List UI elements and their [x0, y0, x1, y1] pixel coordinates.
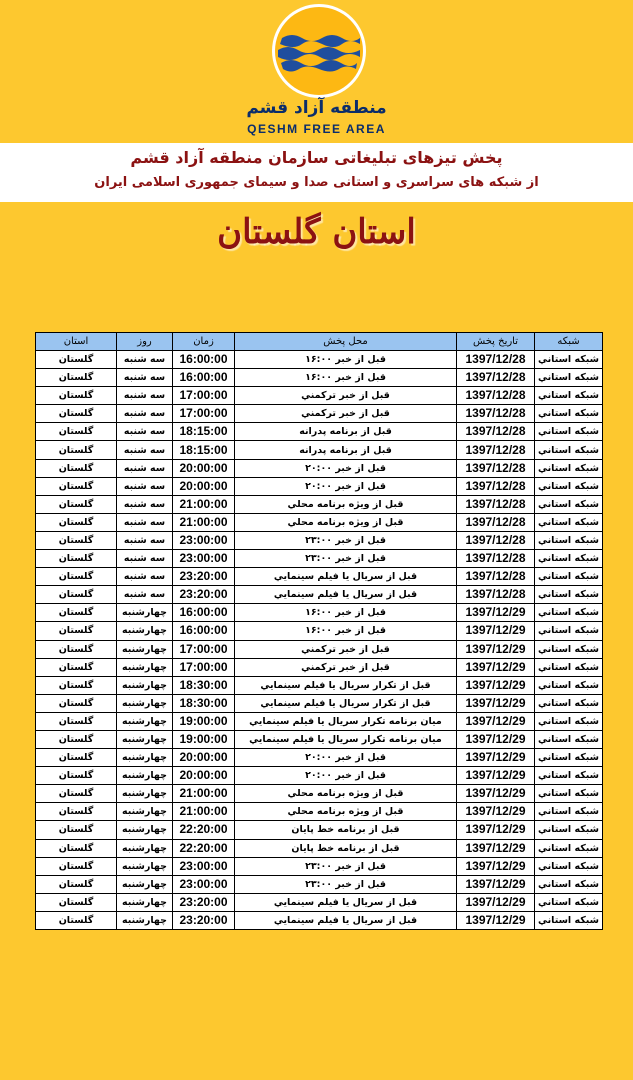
cell-time: 19:00:00 — [173, 712, 235, 730]
cell-network: شبکه استاني — [535, 351, 603, 369]
cell-network: شبکه استاني — [535, 441, 603, 459]
cell-place: قبل از برنامه پدرانه — [235, 441, 457, 459]
cell-time: 20:00:00 — [173, 459, 235, 477]
cell-date: 1397/12/28 — [457, 531, 535, 549]
cell-date: 1397/12/29 — [457, 694, 535, 712]
cell-network: شبکه استاني — [535, 676, 603, 694]
cell-day: چهارشنبه — [117, 730, 173, 748]
cell-network: شبکه استاني — [535, 405, 603, 423]
cell-time: 18:30:00 — [173, 694, 235, 712]
cell-time: 17:00:00 — [173, 387, 235, 405]
cell-time: 23:00:00 — [173, 531, 235, 549]
cell-network: شبکه استاني — [535, 875, 603, 893]
cell-date: 1397/12/29 — [457, 730, 535, 748]
cell-network: شبکه استاني — [535, 658, 603, 676]
cell-date: 1397/12/29 — [457, 785, 535, 803]
cell-time: 16:00:00 — [173, 351, 235, 369]
cell-place: قبل از خبر ترکمني — [235, 405, 457, 423]
cell-place: قبل از خبر ۲۳:۰۰ — [235, 875, 457, 893]
table-row — [36, 875, 603, 893]
cell-place: قبل از خبر ۲۰:۰۰ — [235, 459, 457, 477]
cell-day: چهارشنبه — [117, 749, 173, 767]
cell-place: قبل از برنامه خط پايان — [235, 821, 457, 839]
table-row — [36, 785, 603, 803]
cell-province: گلستان — [36, 893, 117, 911]
cell-time: 18:30:00 — [173, 676, 235, 694]
cell-network: شبکه استاني — [535, 495, 603, 513]
cell-day: سه شنبه — [117, 459, 173, 477]
cell-province: گلستان — [36, 749, 117, 767]
cell-province: گلستان — [36, 423, 117, 441]
cell-date: 1397/12/29 — [457, 875, 535, 893]
cell-place: قبل از ويژه برنامه محلي — [235, 803, 457, 821]
cell-place: قبل از خبر ۱۶:۰۰ — [235, 351, 457, 369]
cell-time: 21:00:00 — [173, 803, 235, 821]
cell-place: قبل از ويژه برنامه محلي — [235, 785, 457, 803]
cell-network: شبکه استاني — [535, 785, 603, 803]
table-row — [36, 441, 603, 459]
qeshm-logo-icon — [272, 4, 366, 98]
cell-date: 1397/12/29 — [457, 749, 535, 767]
cell-province: گلستان — [36, 785, 117, 803]
cell-day: سه شنبه — [117, 513, 173, 531]
table-row — [36, 767, 603, 785]
cell-place: قبل از خبر ترکمني — [235, 640, 457, 658]
cell-day: سه شنبه — [117, 423, 173, 441]
cell-date: 1397/12/29 — [457, 604, 535, 622]
cell-date: 1397/12/29 — [457, 893, 535, 911]
cell-province: گلستان — [36, 911, 117, 929]
cell-province: گلستان — [36, 495, 117, 513]
cell-time: 16:00:00 — [173, 622, 235, 640]
header-banner — [0, 143, 633, 202]
cell-place: قبل از تکرار سريال يا فيلم سينمايي — [235, 694, 457, 712]
cell-place: قبل از ويژه برنامه محلي — [235, 513, 457, 531]
table-row — [36, 893, 603, 911]
cell-day: چهارشنبه — [117, 803, 173, 821]
col-header-day: روز — [117, 333, 173, 351]
cell-day: چهارشنبه — [117, 785, 173, 803]
table-row — [36, 459, 603, 477]
table-row — [36, 839, 603, 857]
cell-place: قبل از سريال يا فيلم سينمايي — [235, 893, 457, 911]
cell-date: 1397/12/28 — [457, 459, 535, 477]
cell-network: شبکه استاني — [535, 622, 603, 640]
table-row — [36, 513, 603, 531]
cell-province: گلستان — [36, 640, 117, 658]
cell-date: 1397/12/29 — [457, 803, 535, 821]
cell-network: شبکه استاني — [535, 803, 603, 821]
cell-province: گلستان — [36, 459, 117, 477]
cell-province: گلستان — [36, 387, 117, 405]
schedule-table — [35, 332, 603, 930]
cell-province: گلستان — [36, 821, 117, 839]
cell-date: 1397/12/29 — [457, 911, 535, 929]
cell-province: گلستان — [36, 351, 117, 369]
cell-province: گلستان — [36, 676, 117, 694]
table-row — [36, 911, 603, 929]
cell-date: 1397/12/29 — [457, 857, 535, 875]
table-row — [36, 531, 603, 549]
cell-province: گلستان — [36, 803, 117, 821]
cell-day: چهارشنبه — [117, 712, 173, 730]
table-row — [36, 369, 603, 387]
table-header-row — [36, 333, 603, 351]
table-row — [36, 749, 603, 767]
cell-province: گلستان — [36, 441, 117, 459]
cell-time: 20:00:00 — [173, 767, 235, 785]
cell-place: قبل از خبر ۲۳:۰۰ — [235, 531, 457, 549]
col-header-date: تاریخ پخش — [457, 333, 535, 351]
col-header-time: زمان — [173, 333, 235, 351]
cell-network: شبکه استاني — [535, 911, 603, 929]
cell-network: شبکه استاني — [535, 423, 603, 441]
cell-date: 1397/12/29 — [457, 676, 535, 694]
cell-day: چهارشنبه — [117, 839, 173, 857]
cell-date: 1397/12/29 — [457, 712, 535, 730]
cell-network: شبکه استاني — [535, 459, 603, 477]
col-header-network: شبکه — [535, 333, 603, 351]
cell-day: چهارشنبه — [117, 893, 173, 911]
cell-province: گلستان — [36, 857, 117, 875]
cell-date: 1397/12/28 — [457, 387, 535, 405]
cell-day: چهارشنبه — [117, 821, 173, 839]
table-row — [36, 640, 603, 658]
cell-place: قبل از برنامه پدرانه — [235, 423, 457, 441]
table-row — [36, 712, 603, 730]
cell-day: سه شنبه — [117, 568, 173, 586]
cell-province: گلستان — [36, 875, 117, 893]
cell-time: 23:20:00 — [173, 911, 235, 929]
cell-province: گلستان — [36, 369, 117, 387]
cell-place: قبل از خبر ۲۳:۰۰ — [235, 550, 457, 568]
cell-day: چهارشنبه — [117, 767, 173, 785]
cell-province: گلستان — [36, 622, 117, 640]
cell-time: 22:20:00 — [173, 821, 235, 839]
cell-time: 17:00:00 — [173, 658, 235, 676]
cell-network: شبکه استاني — [535, 513, 603, 531]
cell-network: شبکه استاني — [535, 694, 603, 712]
cell-day: چهارشنبه — [117, 604, 173, 622]
banner-title: پخش تیزهای تبلیغاتی سازمان منطقه آزاد قشم — [130, 148, 503, 167]
cell-day: چهارشنبه — [117, 875, 173, 893]
cell-place: قبل از تکرار سريال يا فيلم سينمايي — [235, 676, 457, 694]
cell-network: شبکه استاني — [535, 821, 603, 839]
cell-date: 1397/12/28 — [457, 513, 535, 531]
cell-place: قبل از خبر ۲۰:۰۰ — [235, 477, 457, 495]
cell-province: گلستان — [36, 550, 117, 568]
cell-day: سه شنبه — [117, 387, 173, 405]
cell-network: شبکه استاني — [535, 640, 603, 658]
cell-date: 1397/12/28 — [457, 568, 535, 586]
cell-date: 1397/12/29 — [457, 821, 535, 839]
cell-date: 1397/12/28 — [457, 405, 535, 423]
cell-time: 16:00:00 — [173, 604, 235, 622]
cell-province: گلستان — [36, 694, 117, 712]
table-row — [36, 423, 603, 441]
cell-network: شبکه استاني — [535, 730, 603, 748]
cell-province: گلستان — [36, 658, 117, 676]
cell-day: چهارشنبه — [117, 857, 173, 875]
table-row — [36, 857, 603, 875]
cell-day: سه شنبه — [117, 405, 173, 423]
cell-day: سه شنبه — [117, 369, 173, 387]
cell-network: شبکه استاني — [535, 387, 603, 405]
cell-network: شبکه استاني — [535, 712, 603, 730]
cell-place: قبل از خبر ترکمني — [235, 658, 457, 676]
table-row — [36, 604, 603, 622]
cell-network: شبکه استاني — [535, 857, 603, 875]
table-row — [36, 821, 603, 839]
cell-day: سه شنبه — [117, 550, 173, 568]
cell-place: قبل از ويژه برنامه محلي — [235, 495, 457, 513]
cell-province: گلستان — [36, 405, 117, 423]
col-header-province: استان — [36, 333, 117, 351]
cell-place: قبل از خبر ۲۰:۰۰ — [235, 767, 457, 785]
cell-province: گلستان — [36, 730, 117, 748]
table-row — [36, 351, 603, 369]
cell-day: سه شنبه — [117, 531, 173, 549]
logo-area — [0, 0, 633, 143]
cell-date: 1397/12/28 — [457, 477, 535, 495]
cell-network: شبکه استاني — [535, 749, 603, 767]
cell-province: گلستان — [36, 604, 117, 622]
cell-network: شبکه استاني — [535, 568, 603, 586]
cell-province: گلستان — [36, 513, 117, 531]
cell-date: 1397/12/29 — [457, 767, 535, 785]
cell-date: 1397/12/28 — [457, 351, 535, 369]
cell-network: شبکه استاني — [535, 893, 603, 911]
cell-day: سه شنبه — [117, 477, 173, 495]
cell-place: قبل از خبر ۱۶:۰۰ — [235, 369, 457, 387]
cell-day: چهارشنبه — [117, 694, 173, 712]
cell-network: شبکه استاني — [535, 604, 603, 622]
cell-place: قبل از خبر ترکمني — [235, 387, 457, 405]
cell-place: قبل از خبر ۲۳:۰۰ — [235, 857, 457, 875]
cell-place: ميان برنامه تکرار سريال يا فيلم سينمايي — [235, 712, 457, 730]
cell-province: گلستان — [36, 712, 117, 730]
cell-day: سه شنبه — [117, 351, 173, 369]
cell-network: شبکه استاني — [535, 767, 603, 785]
cell-time: 17:00:00 — [173, 640, 235, 658]
table-row — [36, 676, 603, 694]
cell-network: شبکه استاني — [535, 550, 603, 568]
cell-day: سه شنبه — [117, 441, 173, 459]
cell-date: 1397/12/29 — [457, 839, 535, 857]
cell-network: شبکه استاني — [535, 531, 603, 549]
cell-time: 22:20:00 — [173, 839, 235, 857]
cell-time: 21:00:00 — [173, 495, 235, 513]
cell-day: چهارشنبه — [117, 676, 173, 694]
table-row — [36, 477, 603, 495]
table-row — [36, 658, 603, 676]
cell-province: گلستان — [36, 477, 117, 495]
cell-date: 1397/12/28 — [457, 586, 535, 604]
table-row — [36, 622, 603, 640]
cell-province: گلستان — [36, 839, 117, 857]
table-body — [36, 351, 603, 930]
cell-time: 23:20:00 — [173, 586, 235, 604]
table-row — [36, 550, 603, 568]
logo-name-fa: منطقه آزاد قشم — [246, 98, 387, 118]
cell-place: قبل از برنامه خط پايان — [235, 839, 457, 857]
cell-day: چهارشنبه — [117, 911, 173, 929]
cell-place: ميان برنامه تکرار سريال يا فيلم سينمايي — [235, 730, 457, 748]
cell-network: شبکه استاني — [535, 839, 603, 857]
col-header-place: محل پخش — [235, 333, 457, 351]
cell-day: چهارشنبه — [117, 658, 173, 676]
cell-place: قبل از سريال يا فيلم سينمايي — [235, 911, 457, 929]
table-row — [36, 586, 603, 604]
cell-date: 1397/12/28 — [457, 369, 535, 387]
table-row — [36, 568, 603, 586]
cell-day: چهارشنبه — [117, 622, 173, 640]
cell-place: قبل از خبر ۱۶:۰۰ — [235, 622, 457, 640]
cell-time: 18:15:00 — [173, 423, 235, 441]
cell-date: 1397/12/28 — [457, 423, 535, 441]
cell-time: 23:00:00 — [173, 857, 235, 875]
table-row — [36, 803, 603, 821]
cell-place: قبل از خبر ۲۰:۰۰ — [235, 749, 457, 767]
cell-date: 1397/12/28 — [457, 550, 535, 568]
cell-time: 20:00:00 — [173, 477, 235, 495]
cell-place: قبل از سريال يا فيلم سينمايي — [235, 568, 457, 586]
cell-time: 23:20:00 — [173, 568, 235, 586]
cell-day: سه شنبه — [117, 586, 173, 604]
cell-network: شبکه استاني — [535, 586, 603, 604]
cell-time: 18:15:00 — [173, 441, 235, 459]
cell-time: 20:00:00 — [173, 749, 235, 767]
cell-province: گلستان — [36, 767, 117, 785]
cell-date: 1397/12/29 — [457, 658, 535, 676]
cell-time: 23:00:00 — [173, 875, 235, 893]
cell-date: 1397/12/29 — [457, 640, 535, 658]
table-row — [36, 387, 603, 405]
cell-province: گلستان — [36, 531, 117, 549]
table-row — [36, 694, 603, 712]
cell-date: 1397/12/28 — [457, 495, 535, 513]
cell-province: گلستان — [36, 586, 117, 604]
table-row — [36, 495, 603, 513]
cell-time: 21:00:00 — [173, 785, 235, 803]
cell-place: قبل از سريال يا فيلم سينمايي — [235, 586, 457, 604]
cell-day: سه شنبه — [117, 495, 173, 513]
cell-time: 23:20:00 — [173, 893, 235, 911]
cell-day: چهارشنبه — [117, 640, 173, 658]
cell-province: گلستان — [36, 568, 117, 586]
cell-time: 16:00:00 — [173, 369, 235, 387]
cell-time: 19:00:00 — [173, 730, 235, 748]
logo-name-en: QESHM FREE AREA — [247, 122, 386, 136]
cell-network: شبکه استاني — [535, 477, 603, 495]
table-row — [36, 405, 603, 423]
banner-subtitle: از شبکه های سراسری و استانی صدا و سیمای جمهوری اسلامی ایران — [94, 175, 539, 190]
cell-network: شبکه استاني — [535, 369, 603, 387]
table-row — [36, 730, 603, 748]
cell-date: 1397/12/29 — [457, 622, 535, 640]
province-title: استان گلستان — [217, 212, 416, 252]
cell-place: قبل از خبر ۱۶:۰۰ — [235, 604, 457, 622]
cell-time: 17:00:00 — [173, 405, 235, 423]
cell-time: 21:00:00 — [173, 513, 235, 531]
cell-time: 23:00:00 — [173, 550, 235, 568]
cell-date: 1397/12/28 — [457, 441, 535, 459]
